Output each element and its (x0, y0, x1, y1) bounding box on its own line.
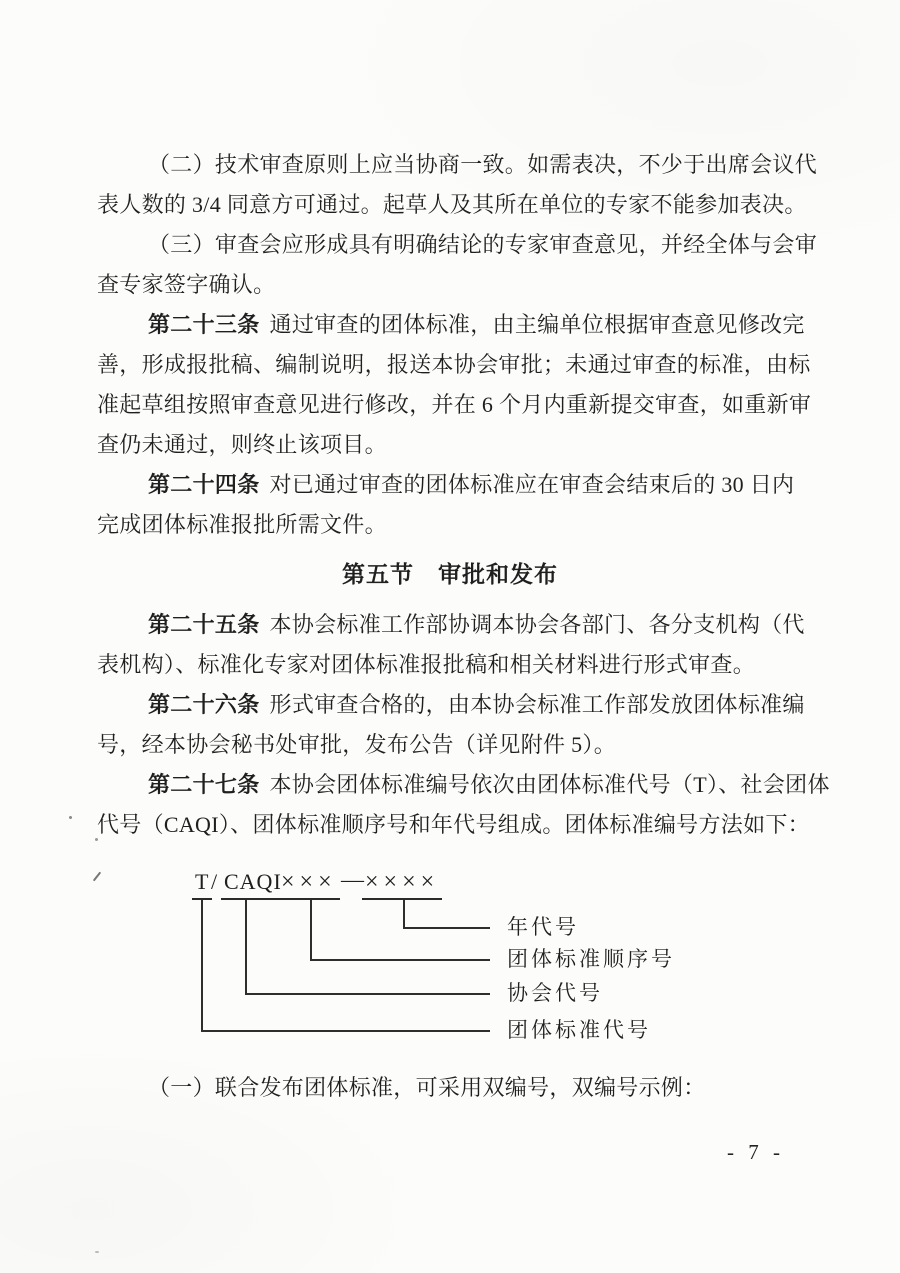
text-line (97, 425, 803, 465)
line-text: 完成团体标准报批所需文件。 (97, 512, 387, 537)
text-line (97, 185, 807, 225)
page-number: - 7 - (727, 1140, 781, 1164)
text-line (97, 685, 803, 725)
line-text: 准起草组按照审查意见进行修改，并在 6 个月内重新提交审查，如重新审 (97, 392, 812, 417)
text-line (97, 145, 818, 185)
connector-line-horizontal (245, 993, 490, 995)
text-line (97, 725, 803, 765)
scan-speck (69, 816, 72, 819)
text-line (97, 645, 803, 685)
text-line (97, 505, 803, 545)
text-line (97, 465, 803, 505)
diagram-label-sequence-number: 团体标准顺序号 (507, 947, 675, 971)
line-text: 善，形成报批稿、编制说明，报送本协会审批；未通过审查的标准，由标 (97, 352, 811, 377)
line-text: 对已通过审查的团体标准应在审查会结束后的 30 日内 (269, 472, 795, 497)
line-text: 表人数的 3/4 同意方可通过。起草人及其所在单位的专家不能参加表决。 (97, 192, 807, 217)
body-text (97, 145, 830, 845)
connector-line-horizontal (201, 1030, 490, 1032)
text-line (97, 605, 803, 645)
line-text: 形式审查合格的，由本协会标准工作部发放团体标准编 (269, 692, 805, 717)
article-number: 第二十三条 (148, 312, 260, 337)
formula-dash: — (341, 867, 365, 892)
section-heading: 第五节 审批和发布 (342, 562, 558, 587)
diagram-label-year-code: 年代号 (507, 915, 579, 939)
text-line (97, 385, 812, 425)
line-text: 查专家签字确认。 (97, 272, 276, 297)
article-number: 第二十五条 (148, 612, 260, 637)
line-text: （二）技术审查原则上应当协商一致。如需表决，不少于出席会议代 (148, 152, 818, 177)
connector-line-vertical (403, 900, 405, 928)
connector-line-horizontal (310, 959, 490, 961)
line-text: 本协会团体标准编号依次由团体标准代号（T）、社会团体 (269, 772, 830, 797)
line-text: 通过审查的团体标准，由主编单位根据审查意见修改完 (269, 312, 805, 337)
line-text: 本协会标准工作部协调本协会各部门、各分支机构（代 (269, 612, 805, 637)
line-text: 号，经本协会秘书处审批，发布公告（详见附件 5）。 (97, 732, 617, 757)
text-line (97, 1068, 803, 1108)
connector-line-vertical (245, 900, 247, 994)
formula-standard-code: T (192, 869, 212, 900)
scan-speck (95, 1251, 99, 1253)
text-line (97, 345, 811, 385)
text-line (97, 305, 803, 345)
line-text: （三）审查会应形成具有明确结论的专家审查意见，并经全体与会审 (148, 232, 818, 257)
diagram-label-standard-code: 团体标准代号 (507, 1018, 651, 1042)
line-text: 代号（CAQI）、团体标准顺序号和年代号组成。团体标准编号方法如下： (97, 812, 810, 837)
numbering-diagram (0, 845, 900, 1068)
formula-association-code: CAQI (221, 869, 285, 900)
connector-line-horizontal (403, 927, 490, 929)
text-line (97, 805, 810, 845)
connector-line-vertical (201, 900, 203, 1031)
text-line (97, 765, 830, 805)
text-line (97, 225, 818, 265)
text-line (97, 265, 803, 305)
body-text-continued (97, 1068, 803, 1108)
connector-line-vertical (310, 900, 312, 960)
article-number: 第二十四条 (148, 472, 260, 497)
scan-speck (95, 838, 98, 841)
line-text: 查仍未通过，则终止该项目。 (97, 432, 387, 457)
formula-sequence-number: ××× (278, 869, 340, 900)
formula-year-code: ×××× (362, 869, 442, 900)
article-number: 第二十七条 (148, 772, 260, 797)
article-number: 第二十六条 (148, 692, 260, 717)
formula-slash: / (211, 869, 219, 894)
line-text: （一）联合发布团体标准，可采用双编号，双编号示例： (148, 1075, 706, 1100)
diagram-label-association-code: 协会代号 (507, 981, 603, 1005)
line-text: 表机构）、标准化专家对团体标准报批稿和相关材料进行形式审查。 (97, 652, 756, 677)
